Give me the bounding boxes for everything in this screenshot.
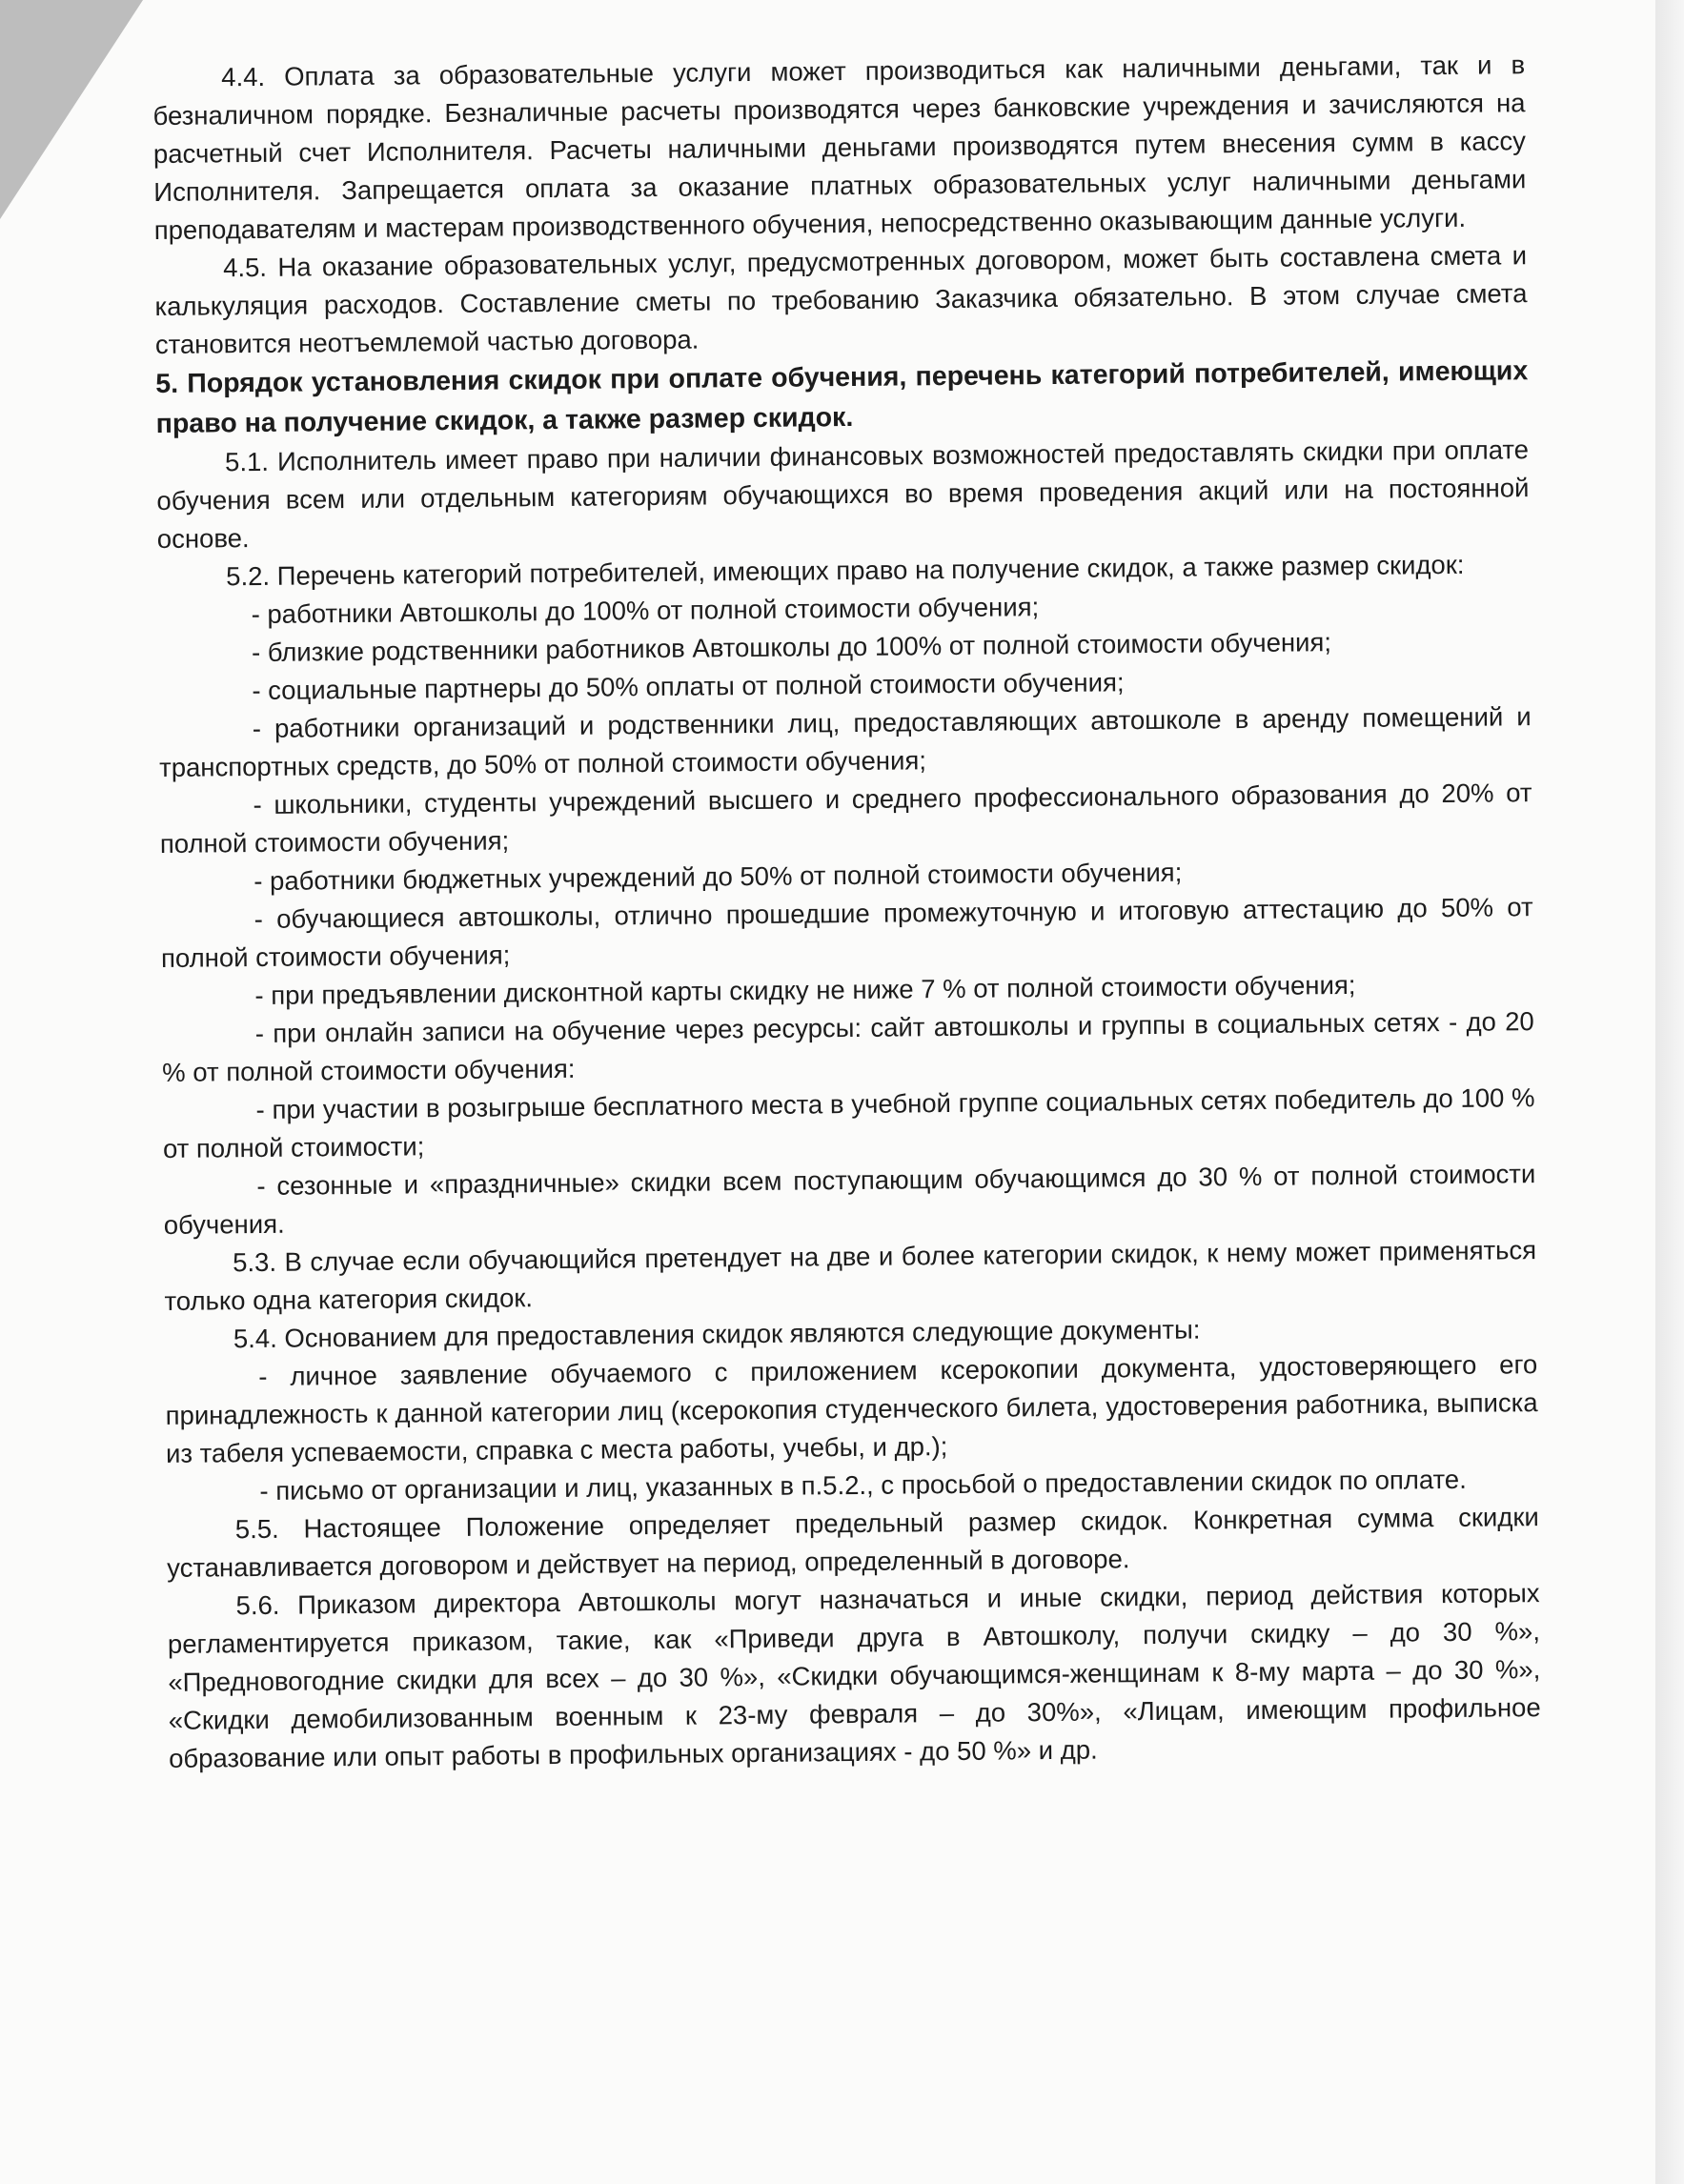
discount-item: - работники Автошколы до 100% от полной стоимости обучения; — [251, 592, 1040, 630]
discount-item: - обучающиеся автошколы, отлично прошедшие промежуточную и итоговую аттестацию до 50% от полной стоимости обучения; — [160, 892, 1533, 973]
page-corner-shadow — [0, 0, 143, 219]
paragraph-5-1: 5.1. Исполнитель имеет право при наличии финансовых возможностей предоставлять скидки при оплате обучения всем или отдельным категориям обучающихся во время проведения акций или на постоянной основе. — [156, 435, 1530, 554]
discount-item: - при онлайн записи на обучение через ресурсы: сайт автошколы и группы в социальных сетях - до 20 % от полной стоимости обучения: — [162, 1006, 1534, 1087]
discount-item: - сезонные и «праздничные» скидки всем поступающим обучающимся до 30 % от полной стоимости обучения. — [163, 1159, 1536, 1240]
paragraph-4-4: 4.4. Оплата за образовательные услуги может производиться как наличными деньгами, так и в безналичном порядке. Безналичные расчеты производятся через банковские учреждения и зачисляются на расчетный счет Исполнителя. Расчеты наличными деньгами производятся путем внесения сумм в кассу Исполнителя. Запрещается оплата за оказание платных образовательных услуг наличными деньгами преподавателям и мастерам производственного обучения, непосредственно оказывающим данные услуги. — [152, 50, 1527, 245]
discount-item: - работники организаций и родственники лиц, предоставляющих автошколе в аренду помещений и транспортных средств, до 50% от полной стоимости обучения; — [158, 701, 1532, 782]
discount-item: - при участии в розыгрыше бесплатного места в учебной группе социальных сетях победитель до 100 % от полной стоимости; — [162, 1082, 1535, 1163]
discount-item: - при предъявлении дисконтной карты скидку не ниже 7 % от полной стоимости обучения; — [254, 969, 1356, 1011]
paragraph-4-5: 4.5. На оказание образовательных услуг, предусмотренных договором, может быть составлена смета и калькуляция расходов. Составление сметы по требованию Заказчика обязательно. В этом случае смета становится неотъемлемой частью договора. — [154, 240, 1528, 359]
section-heading: 5. Порядок установления скидок при оплате обучения, перечень категорий потребителей, имеющих право на получение скидок, а также размер скидок. — [155, 355, 1529, 439]
paragraph-5-2: 5.2. Перечень категорий потребителей, имеющих право на получение скидок, а также размер скидок: — [226, 549, 1465, 592]
document-item: - письмо от организации и лиц, указанных в п.5.2., с просьбой о предоставлении скидок по оплате. — [259, 1464, 1467, 1506]
discount-item: - работники бюджетных учреждений до 50% от полной стоимости обучения; — [254, 857, 1183, 897]
paragraph-5-4: 5.4. Основанием для предоставления скидок являются следующие документы: — [233, 1314, 1201, 1354]
paragraph-5-5: 5.5. Настоящее Положение определяет предельный размер скидок. Конкретная сумма скидки устанавливается договором и действует на период, определенный в договоре. — [167, 1502, 1539, 1583]
discount-item: - социальные партнеры до 50% оплаты от полной стоимости обучения; — [252, 667, 1125, 706]
page-right-edge — [1655, 0, 1684, 2184]
discount-item: - школьники, студенты учреждений высшего и среднего профессионального образования до 20% от полной стоимости обучения; — [159, 778, 1532, 859]
discount-item: - близкие родственники работников Автошколы до 100% от полной стоимости обучения; — [251, 627, 1332, 668]
document-item: - личное заявление обучаемого с приложением ксерокопии документа, удостоверяющего его принадлежность к данной категории лиц (ксерокопия студенческого билета, удостоверения работника, выписка из табеля успеваемости, справка с места работы, учебы, и др.); — [165, 1349, 1538, 1468]
paragraph-5-6: 5.6. Приказом директора Автошколы могут назначаться и иные скидки, период действия которых регламентируется приказом, такие, как «Приведи друга в Автошколу, получи скидку – до 30 %», «Предновогодние скидки для всех – до 30 %», «Скидки обучающимся-женщинам к 8-му марта – до 30 %», «Скидки демобилизованным военным к 23-му февраля – до 30%», «Лицам, имеющим профильное образование или опыт работы в профильных организациях - до 50 %» и др. — [167, 1578, 1541, 1773]
paragraph-5-3: 5.3. В случае если обучающийся претендует на две и более категории скидок, к нему может применяться только одна категория скидок. — [164, 1235, 1537, 1316]
document-body — [152, 46, 1541, 1778]
